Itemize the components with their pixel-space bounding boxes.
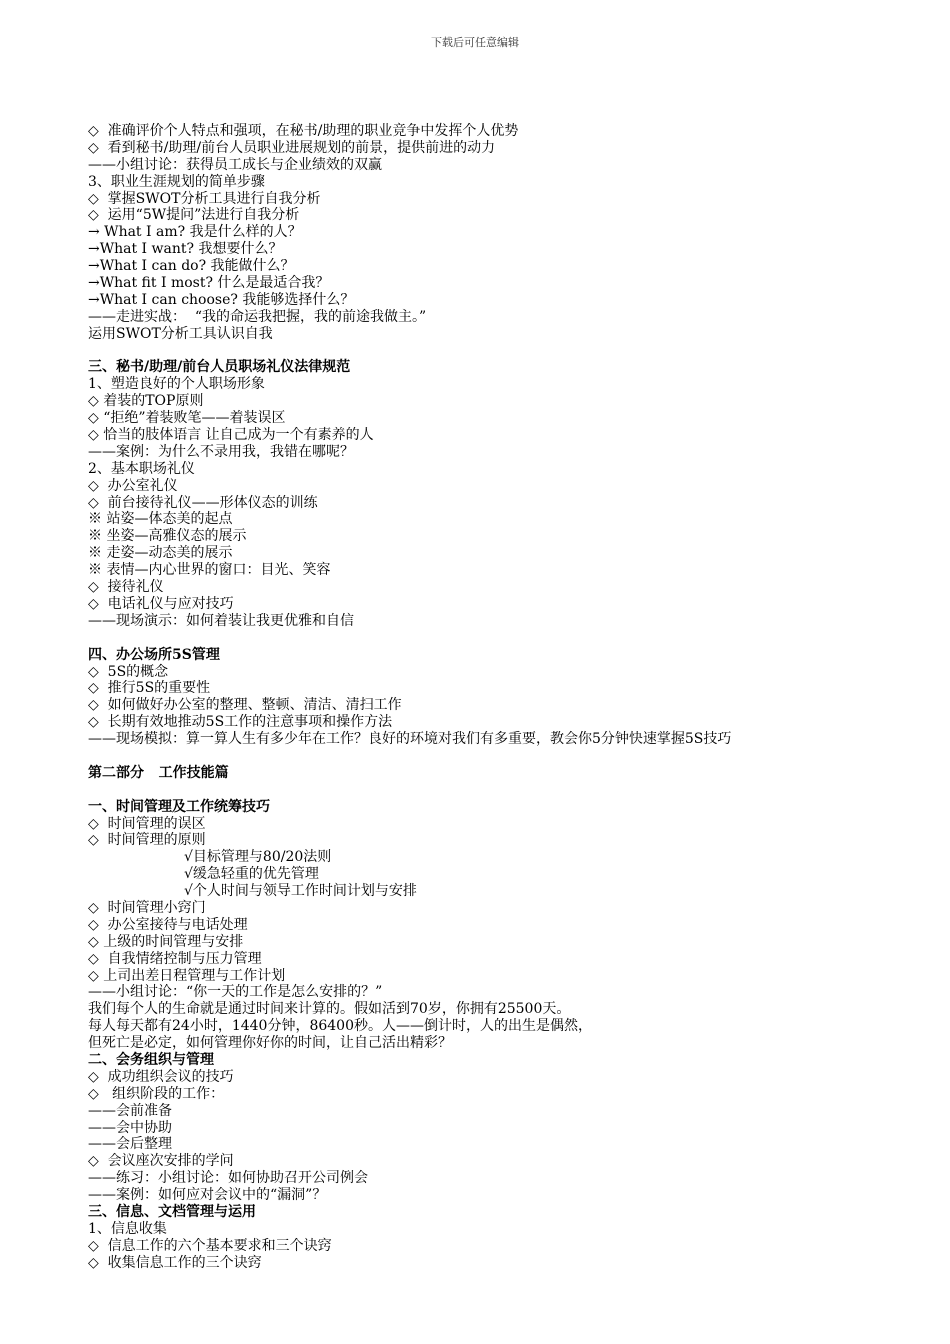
text-line: 但死亡是必定，如何管理你好你的时间，让自己活出精彩？ <box>88 1035 452 1052</box>
bullet-item: ◇ 看到秘书/助理/前台人员职业进展规划的前景，提供前进的动力 <box>88 139 496 156</box>
arrow-item: → What I am? 我是什么样的人？ <box>88 224 302 241</box>
activity-line: ——案例：如何应对会议中的“漏洞”？ <box>88 1187 327 1204</box>
bullet-item: ◇ 着装的TOP原则 <box>88 393 204 410</box>
text-line: 1、信息收集 <box>88 1220 167 1237</box>
bullet-item: ◇ “拒绝”着装败笔——着装误区 <box>88 410 286 427</box>
activity-line: ——现场演示：如何着装让我更优雅和自信 <box>88 612 354 629</box>
activity-line: ——小组讨论：获得员工成长与企业绩效的双赢 <box>88 156 382 173</box>
bullet-item: ◇ 恰当的肢体语言 让自己成为一个有素养的人 <box>88 427 374 444</box>
bullet-item: ◇ 前台接待礼仪——形体仪态的训练 <box>88 494 318 511</box>
bullet-item: ◇ 运用“5W提问”法进行自我分析 <box>88 207 300 224</box>
bullet-item: ◇ 信息工作的六个基本要求和三个诀窍 <box>88 1237 332 1254</box>
bullet-item: ◇ 自我情绪控制与压力管理 <box>88 950 262 967</box>
sub-bullet-item: ※ 表情—内心世界的窗口：目光、笑容 <box>88 562 331 579</box>
text-line: 3、职业生涯规划的简单步骤 <box>88 173 265 190</box>
blank-line <box>88 748 888 765</box>
bullet-item: ◇ 长期有效地推动5S工作的注意事项和操作方法 <box>88 714 393 731</box>
document-body <box>88 123 888 1272</box>
bullet-item: ◇ 接待礼仪 <box>88 579 164 596</box>
activity-line: ——会后整理 <box>88 1136 172 1153</box>
bullet-item: ◇ 会议座次安排的学问 <box>88 1153 234 1170</box>
blank-line <box>88 630 888 647</box>
bullet-item: ◇ 时间管理的原则 <box>88 832 206 849</box>
bullet-item: ◇ 上级的时间管理与安排 <box>88 933 244 950</box>
arrow-item: →What I can choose? 我能够选择什么？ <box>88 291 355 308</box>
sub-bullet-item: ※ 坐姿—高雅仪态的展示 <box>88 528 247 545</box>
section-heading: 二、会务组织与管理 <box>88 1051 214 1068</box>
bullet-item: ◇ 电话礼仪与应对技巧 <box>88 595 234 612</box>
activity-line: ——会中协助 <box>88 1119 172 1136</box>
section-heading: 一、时间管理及工作统筹技巧 <box>88 798 270 815</box>
arrow-item: →What I want? 我想要什么？ <box>88 241 283 258</box>
page-header: 下载后可任意编辑 <box>431 36 519 49</box>
activity-line: ——会前准备 <box>88 1102 172 1119</box>
activity-line: ——小组讨论：“你一天的工作是怎么安排的？” <box>88 984 383 1001</box>
arrow-item: →What fit I most? 什么是最适合我？ <box>88 275 330 292</box>
sub-bullet-item: ※ 走姿—动态美的展示 <box>88 545 233 562</box>
bullet-item: ◇ 掌握SWOT分析工具进行自我分析 <box>88 190 321 207</box>
section-heading: 三、秘书/助理/前台人员职场礼仪法律规范 <box>88 359 351 376</box>
bullet-item: ◇ 时间管理小窍门 <box>88 899 206 916</box>
bullet-item: ◇ 上司出差日程管理与工作计划 <box>88 967 286 984</box>
activity-line: ——案例：为什么不录用我，我错在哪呢？ <box>88 443 354 460</box>
text-line: 1、塑造良好的个人职场形象 <box>88 376 265 393</box>
text-line: 每人每天都有24小时，1440分钟，86400秒。人——倒计时，人的出生是偶然， <box>88 1018 592 1035</box>
text-line: 2、基本职场礼仪 <box>88 460 195 477</box>
bullet-item: ◇ 准确评价个人特点和强项，在秘书/助理的职业竞争中发挥个人优势 <box>88 123 519 139</box>
bullet-item: ◇ 组织阶段的工作： <box>88 1085 225 1102</box>
section-heading: 三、信息、文档管理与运用 <box>88 1204 256 1220</box>
section-heading: 四、办公场所5S管理 <box>88 646 220 663</box>
bullet-item: ◇ 5S的概念 <box>88 663 169 680</box>
bullet-item: ◇ 如何做好办公室的整理、整顿、清洁、清扫工作 <box>88 697 402 714</box>
arrow-item: →What I can do? 我能做什么？ <box>88 258 295 275</box>
activity-line: ——现场模拟：算一算人生有多少年在工作？良好的环境对我们有多重要，教会你5分钟快速掌握5S技巧 <box>88 731 732 748</box>
bullet-item: ◇ 办公室礼仪 <box>88 477 178 494</box>
bullet-item: ◇ 办公室接待与电话处理 <box>88 916 248 933</box>
sub-bullet-item: ※ 站姿—体态美的起点 <box>88 511 233 528</box>
bullet-item: ◇ 时间管理的误区 <box>88 815 206 832</box>
bullet-item: ◇ 推行5S的重要性 <box>88 680 211 697</box>
blank-line <box>88 343 888 360</box>
check-item: √个人时间与领导工作时间计划与安排 <box>184 883 417 900</box>
check-item: √缓急轻重的优先管理 <box>184 866 319 883</box>
activity-line: ——练习：小组讨论：如何协助召开公司例会 <box>88 1170 368 1187</box>
bullet-item: ◇ 成功组织会议的技巧 <box>88 1068 234 1085</box>
section-heading: 第二部分 工作技能篇 <box>88 764 229 781</box>
activity-line: ——走进实战： “我的命运我把握，我的前途我做主。” <box>88 308 427 325</box>
text-line: 运用SWOT分析工具认识自我 <box>88 325 273 342</box>
bullet-item: ◇ 收集信息工作的三个诀窍 <box>88 1254 262 1271</box>
text-line: 我们每个人的生命就是通过时间来计算的。假如活到70岁，你拥有25500天。 <box>88 1001 571 1018</box>
blank-line <box>88 782 888 799</box>
check-item: √目标管理与80/20法则 <box>184 849 332 866</box>
